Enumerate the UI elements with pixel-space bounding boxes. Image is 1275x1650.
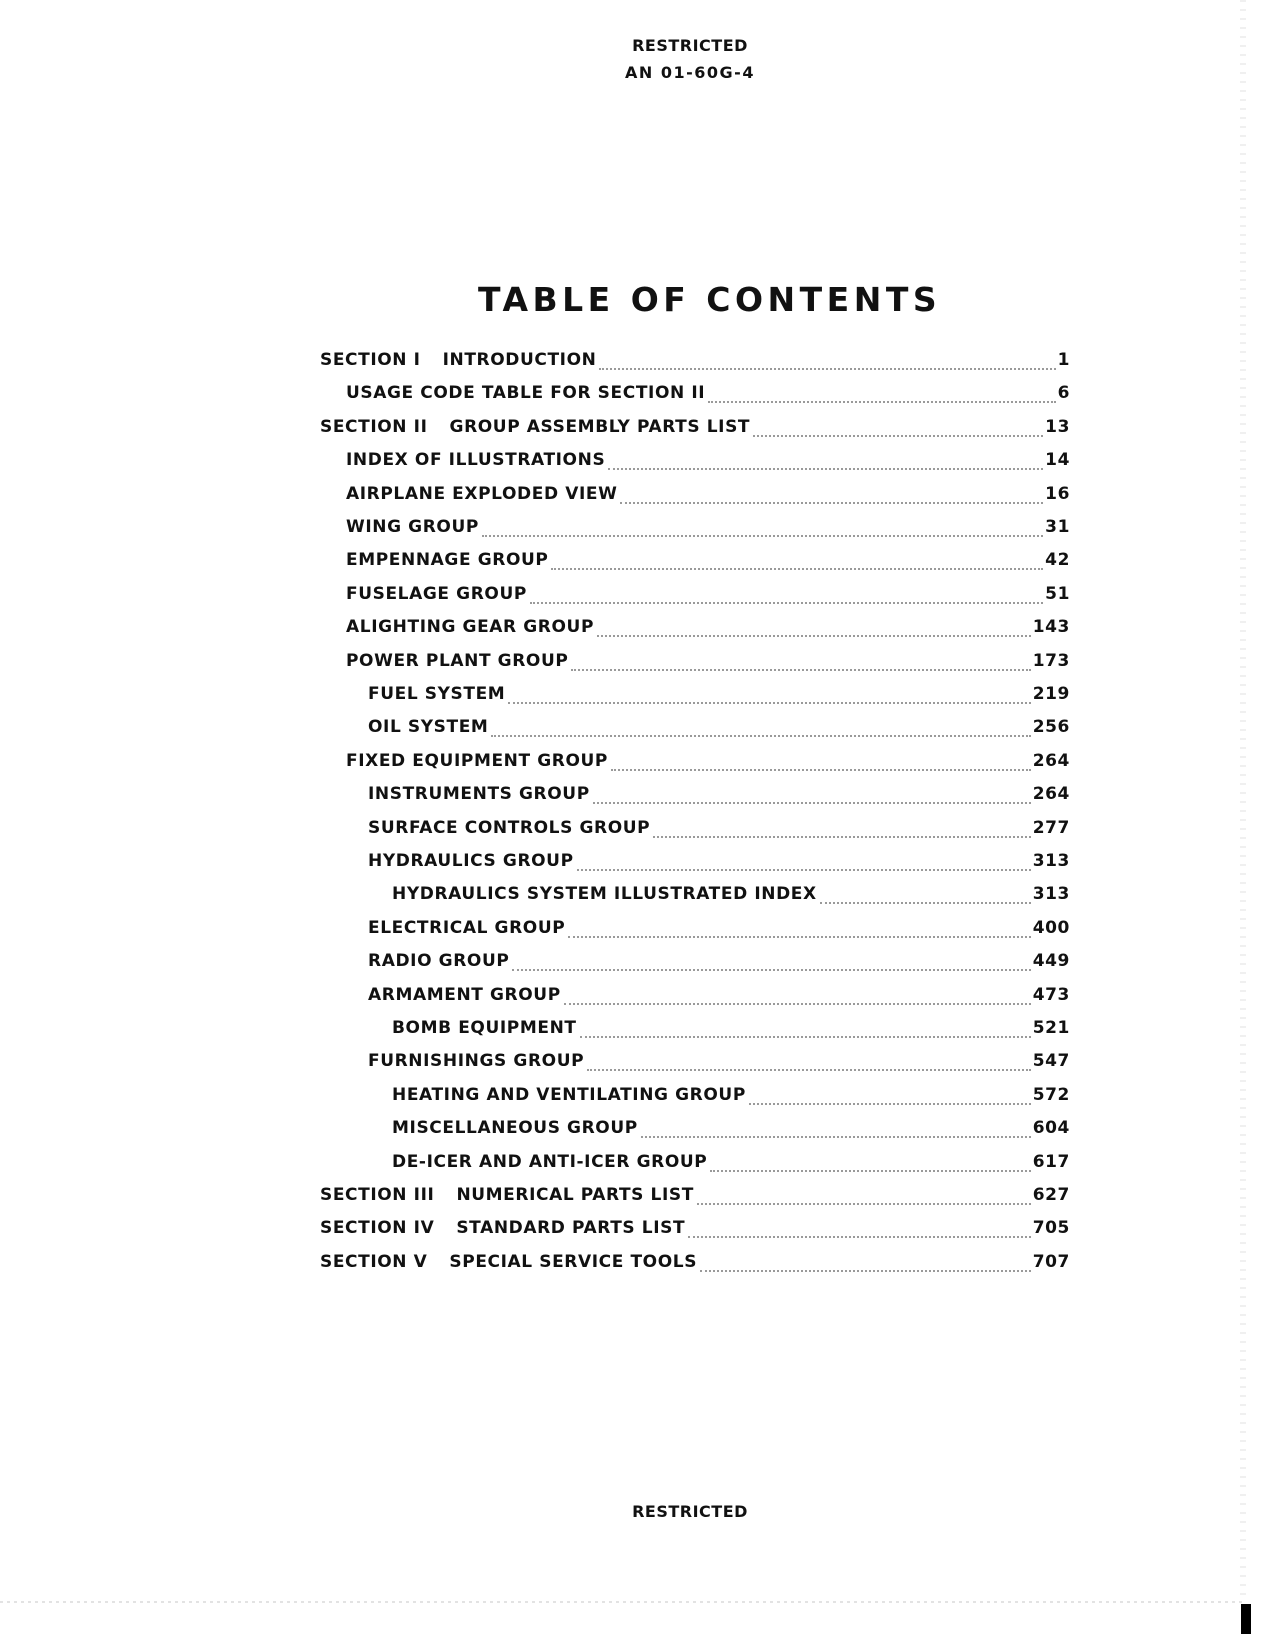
toc-page-number: 705 [1032,1218,1070,1239]
toc-entry-title: FURNISHINGS GROUP [368,1051,585,1072]
dot-leader [641,1135,1031,1138]
toc-entry-title: HYDRAULICS GROUP [368,851,574,871]
toc-entry [368,1051,1070,1075]
toc-entry-label [346,550,548,570]
dot-leader [753,434,1043,437]
toc-page-number: 51 [1045,583,1070,604]
toc-entry-title: ARMAMENT GROUP [368,984,561,1005]
toc-entry [346,517,1070,541]
toc-entry [368,951,1070,975]
toc-page-number: 572 [1032,1084,1070,1105]
toc-entry [320,417,1070,441]
footer-classification: RESTRICTED [632,1502,748,1521]
dot-leader [697,1202,1031,1205]
toc-section-number: SECTION V [320,1251,428,1272]
toc-entry-title: USAGE CODE TABLE FOR SECTION II [346,383,706,404]
toc-page-number: 264 [1032,750,1070,771]
toc-page-number: 604 [1032,1118,1070,1139]
toc-page-number: 173 [1032,650,1070,671]
toc-entry-label [346,517,479,537]
dot-leader [749,1102,1031,1105]
dot-leader [708,400,1055,403]
toc-entry-title: RADIO GROUP [368,951,510,972]
scan-artifact-right-edge [1240,0,1246,1600]
toc-entry [392,1118,1070,1142]
toc-entry [368,684,1070,708]
toc-entry-label [368,784,590,804]
dot-leader [599,367,1055,370]
toc-entry [368,717,1070,741]
toc-entry-label [368,918,565,938]
page-title: TABLE OF CONTENTS [478,280,942,319]
toc-entry [346,651,1070,675]
toc-entry-title: INDEX OF ILLUSTRATIONS [346,450,606,471]
toc-entry-title: FIXED EQUIPMENT GROUP [346,750,608,771]
scan-artifact-bottom-edge [0,1601,1245,1603]
header-classification: RESTRICTED [632,36,748,55]
toc-page-number: 31 [1045,517,1070,537]
toc-entry-title: GROUP ASSEMBLY PARTS LIST [449,416,751,437]
toc-section-number: SECTION II [320,416,428,437]
dot-leader [611,768,1031,771]
dot-leader [564,1002,1031,1005]
toc-entry-title: FUSELAGE GROUP [346,583,527,604]
toc-entry-title: ELECTRICAL GROUP [368,917,566,938]
toc-page-number: 547 [1032,1051,1070,1072]
toc-entry [392,884,1070,908]
toc-entry-label [392,1118,638,1138]
toc-entry [320,1218,1070,1242]
dot-leader [571,668,1030,671]
toc-entry [392,1152,1070,1176]
toc-page-number: 6 [1057,383,1070,404]
dot-leader [593,801,1031,804]
toc-entry-label [346,651,568,671]
toc-page-number: 277 [1032,817,1070,838]
toc-page-number: 264 [1032,784,1070,805]
dot-leader [597,634,1031,637]
toc-entry [320,1185,1070,1209]
toc-page-number: 707 [1032,1251,1070,1272]
toc-entry-title: SPECIAL SERVICE TOOLS [449,1251,698,1272]
dot-leader [568,935,1030,938]
toc-entry [346,484,1070,508]
toc-entry [368,918,1070,942]
toc-page-number: 42 [1045,550,1070,571]
toc-entry [320,350,1070,374]
dot-leader [482,534,1043,537]
toc-entry [368,784,1070,808]
toc-entry-title: EMPENNAGE GROUP [346,550,549,571]
toc-entry [320,1252,1070,1276]
toc-entry-label [320,417,750,437]
toc-entry [368,851,1070,875]
toc-entry-title: HYDRAULICS SYSTEM ILLUSTRATED INDEX [392,884,817,905]
toc-entry-label [320,1252,697,1272]
toc-entry-label [346,617,594,637]
toc-section-number: SECTION III [320,1185,435,1205]
toc-entry-label [346,450,605,470]
header-document-number: AN 01-60G-4 [625,63,755,82]
toc-entry-title: DE-ICER AND ANTI-ICER GROUP [392,1151,708,1172]
toc-entry-title: SURFACE CONTROLS GROUP [368,817,651,838]
toc-entry-label [368,717,488,737]
dot-leader [620,501,1043,504]
toc-section-number: SECTION I [320,350,421,370]
toc-entry-label [320,1218,685,1238]
toc-page-number: 313 [1032,884,1070,905]
toc-page-number: 16 [1045,483,1070,504]
toc-entry-label [346,584,527,604]
toc-entry-title: POWER PLANT GROUP [346,650,569,671]
dot-leader [508,701,1030,704]
toc-page-number: 143 [1032,617,1070,638]
toc-page-number: 313 [1032,851,1070,871]
dot-leader [512,968,1030,971]
toc-page-number: 13 [1045,416,1070,437]
toc-page-number: 219 [1032,684,1070,704]
toc-entry-title: FUEL SYSTEM [368,684,506,704]
toc-entry-label [320,1185,694,1205]
toc-entry-title: STANDARD PARTS LIST [456,1218,686,1239]
toc-entry [346,550,1070,574]
toc-entry-title: AIRPLANE EXPLODED VIEW [346,483,618,504]
dot-leader [688,1235,1031,1238]
toc-entry [346,751,1070,775]
dot-leader [491,734,1030,737]
toc-page-number: 14 [1045,450,1070,471]
toc-entry [392,1018,1070,1042]
toc-entry-label [368,985,561,1005]
dot-leader [580,1035,1031,1038]
dot-leader [820,901,1031,904]
toc-entry-title: WING GROUP [346,517,479,537]
toc-entry [346,617,1070,641]
toc-page-number: 400 [1032,917,1070,938]
toc-entry-label [392,884,817,904]
toc-entry-title: NUMERICAL PARTS LIST [456,1185,694,1205]
toc-page-number: 521 [1032,1018,1070,1038]
toc-entry-label [392,1152,707,1172]
dot-leader [710,1169,1030,1172]
dot-leader [530,601,1043,604]
scan-registration-mark [1241,1604,1251,1634]
toc-entry-label [368,684,505,704]
dot-leader [700,1269,1031,1272]
toc-entry-title: OIL SYSTEM [368,717,489,738]
toc-entry-title: HEATING AND VENTILATING GROUP [392,1084,746,1105]
toc-page-number: 473 [1032,984,1070,1005]
toc-entry [346,584,1070,608]
dot-leader [587,1068,1031,1071]
dot-leader [653,835,1030,838]
toc-entry [368,985,1070,1009]
toc-entry-label [392,1085,746,1105]
toc-entry-title: BOMB EQUIPMENT [392,1018,577,1038]
toc-page-number: 449 [1032,951,1070,972]
toc-entry-title: INSTRUMENTS GROUP [368,784,590,805]
toc-entry-label [346,383,705,403]
dot-leader [608,467,1043,470]
toc-entry [392,1085,1070,1109]
dot-leader [577,868,1031,871]
toc-page-number: 256 [1032,717,1070,738]
toc-entry-label [346,484,617,504]
toc-entry-label [368,1051,584,1071]
toc-section-number: SECTION IV [320,1218,435,1239]
dot-leader [551,567,1043,570]
toc-entry-label [392,1018,577,1038]
toc-entry-title: INTRODUCTION [442,350,597,370]
toc-entry-label [320,350,596,370]
toc-entry [346,383,1070,407]
toc-page-number: 627 [1032,1185,1070,1205]
toc-entry-label [368,951,509,971]
toc-entry-label [346,751,608,771]
toc-entry [368,818,1070,842]
toc-page-number: 1 [1057,350,1070,370]
toc-entry-title: MISCELLANEOUS GROUP [392,1118,638,1139]
toc-entry-title: ALIGHTING GEAR GROUP [346,617,595,638]
toc-entry [346,450,1070,474]
toc-page-number: 617 [1032,1151,1070,1172]
toc-entry-label [368,818,650,838]
toc-entry-label [368,851,574,871]
